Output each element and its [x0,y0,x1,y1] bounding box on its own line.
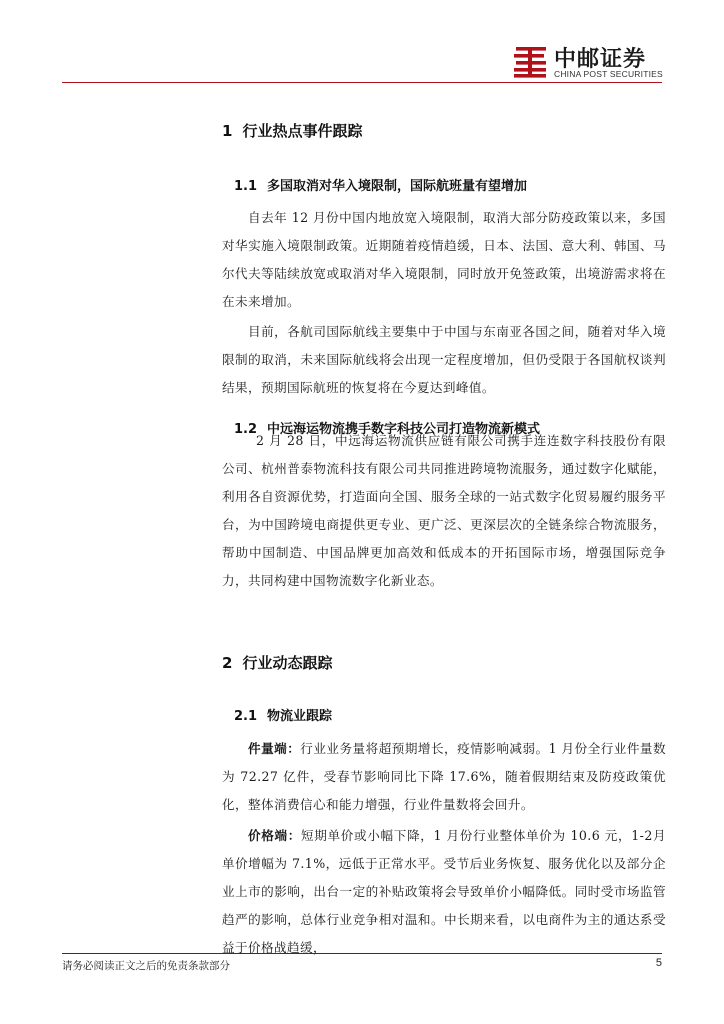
paragraph: 自去年 12 月份中国内地放宽入境限制，取消大部分防疫政策以来，多国对华实施入境限制政策。近期随着疫情趋缓，日本、法国、意大利、韩国、马尔代夫等陆续放宽或取消对华入境限制，同时放开免签政策，出境游需求将在在未来增加。 [222,210,666,309]
paragraph [222,822,666,962]
brand-name-cn: 中邮证券 [554,47,647,72]
section-number: 1 [222,122,233,140]
brand-logo [512,42,672,84]
page-number: 5 [655,957,662,969]
section-heading-2 [222,652,332,673]
china-post-logo-icon [512,44,548,80]
subsection-title: 多国取消对华入境限制，国际航班量有望增加 [267,179,528,194]
paragraph-lead: 件量端： [248,741,301,756]
brand-name-en: CHINA POST SECURITIES [554,69,663,79]
paragraph-text: 行业业务量将超预期增长，疫情影响减弱。1 月份全行业件量数为 72.27 亿件，受春节影响同比下降 17.6%，随着假期结束及防疫政策优化，整体消费信心和能力增强，行业件量数将会回升。 [222,741,666,812]
paragraph-text: 短期单价或小幅下降，1 月份行业整体单价为 10.6 元，1-2月单价增幅为 7.1%，远低于正常水平。受节后业务恢复、服务优化以及部分企业上市的影响，出台一定的补贴政策将会导致单价小幅降低。同时受市场监管趋严的影响，总体行业竞争相对温和。中长期来看，以电商件为主的通达系受益于价格战趋缓， [222,828,666,955]
subsection-title: 物流业跟踪 [267,709,333,724]
subsection-heading-1-1 [234,175,527,194]
subsection-heading-2-1 [234,705,332,724]
paragraph: 目前，各航司国际航线主要集中于中国与东南亚各国之间，随着对华入境限制的取消，未来国际航线将会出现一定程度增加，但仍受限于各国航权谈判结果，预期国际航班的恢复将在今夏达到峰值。 [222,324,666,395]
subsection-title: 中远海运物流携手数字科技公司打造物流新模式 [267,422,541,437]
paragraph-lead: 价格端： [248,828,301,843]
section-number: 2 [222,654,233,672]
subsection-number: 2.1 [234,709,258,724]
section-title: 行业热点事件跟踪 [242,122,363,140]
section-title: 行业动态跟踪 [242,654,333,672]
subsection-number: 1.2 [234,422,258,437]
paragraph: 2 月 28 日，中远海运物流供应链有限公司携手连连数字科技股份有限公司、杭州普泰物流科技有限公司共同推进跨境物流服务，通过数字化赋能，利用各自资源优势，打造面向全国、服务全球的一站式数字化贸易履约服务平台，为中国跨境电商提供更专业、更广泛、更深层次的全链条综合物流服务，帮助中国制造、中国品牌更加高效和低成本的开拓国际市场，增强国际竞争力，共同构建中国物流数字化新业态。 [222,433,666,588]
footer-disclaimer: 请务必阅读正文之后的免责条款部分 [62,960,230,972]
subsection-number: 1.1 [234,179,258,194]
section-heading-1 [222,120,362,141]
header-divider [62,82,662,83]
footer-divider [62,953,662,954]
paragraph [222,735,666,819]
